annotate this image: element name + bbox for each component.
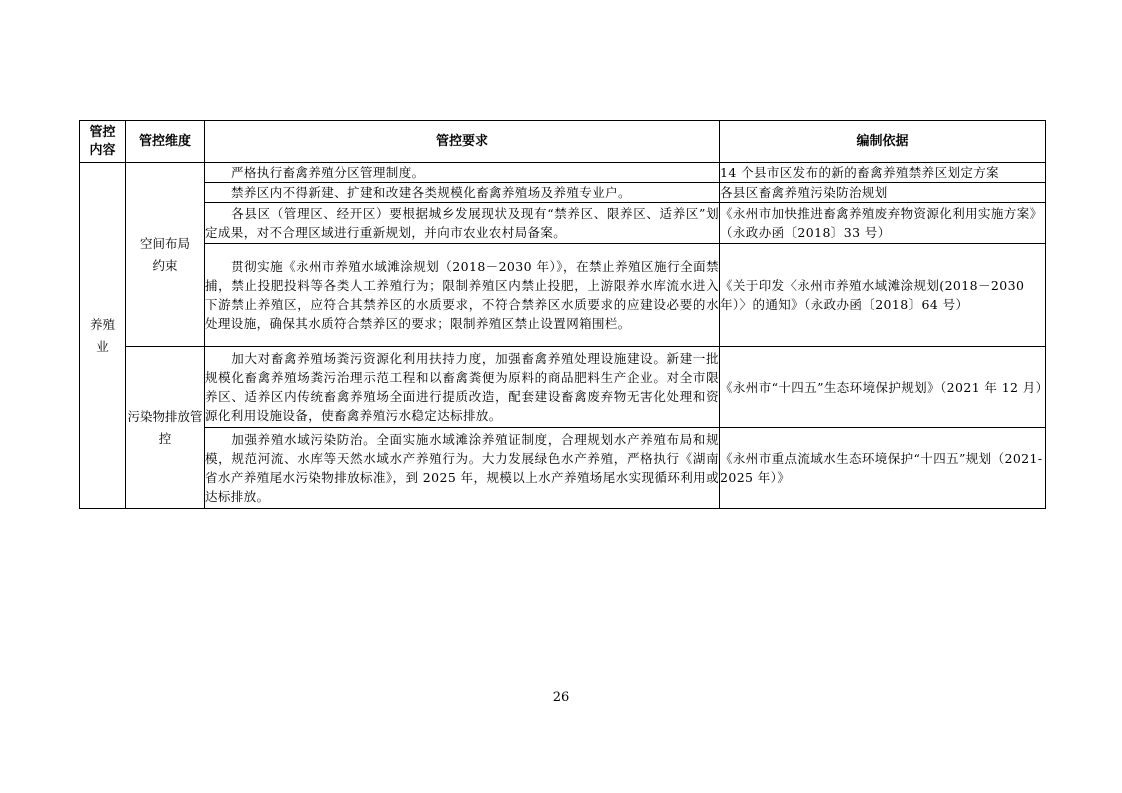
requirement-text: 严格执行畜禽养殖分区管理制度。 xyxy=(231,165,425,180)
category-line1: 养殖 xyxy=(89,316,115,332)
requirement-text: 各县区（管理区、经开区）要根据城乡发展现状及现有“禁养区、限养区、适养区”划定成果，对不合理区域进行重新规划，并向市农业农村局备案。 xyxy=(205,206,719,240)
table-row xyxy=(80,183,1046,203)
requirement-text: 加强养殖水域污染防治。全面实施水域滩涂养殖证制度，合理规划水产养殖布局和规模，规范河流、水库等天然水域水产养殖行为。大力发展绿色水产养殖，严格执行《湖南省水产养殖尾水污染物排放标准》，到 2025 年，规模以上水产养殖场尾水实现循环利用或达标排放。 xyxy=(205,432,719,504)
table-row xyxy=(80,244,1046,347)
basis-cell: 14 个县市区发布的新的畜禽养殖禁养区划定方案 xyxy=(720,163,1046,183)
dimension-cell-spatial xyxy=(126,163,205,347)
table-row xyxy=(80,203,1046,244)
table-row xyxy=(80,428,1046,509)
basis-cell: 各县区畜禽养殖污染防治规划 xyxy=(720,183,1046,203)
requirement-cell xyxy=(205,163,720,183)
regulation-table xyxy=(79,120,1049,509)
page-number: 26 xyxy=(552,690,570,705)
requirement-cell xyxy=(205,347,720,428)
header-content-line1: 管控 xyxy=(89,124,116,140)
header-content xyxy=(80,121,126,163)
requirement-text: 加大对畜禽养殖场粪污资源化利用扶持力度，加强畜禽养殖处理设施建设。新建一批规模化畜禽养殖场粪污治理示范工程和以畜禽粪便为原料的商品肥料生产企业。对全市限养区、适养区内传统畜禽养殖场全面进行提质改造，配套建设畜禽废弃物无害化处理和资源化利用设施设备，使畜禽养殖污水稳定达标排放。 xyxy=(205,351,719,423)
header-requirement: 管控要求 xyxy=(205,121,720,163)
requirement-text: 贯彻实施《永州市养殖水域滩涂规划（2018－2030 年）》，在禁止养殖区施行全面禁捕，禁止投肥投料等各类人工养殖行为；限制养殖区内禁止投肥，上游限养水库流水进入下游禁止养殖区，应符合其禁养区的水质要求，不符合禁养区水质要求的应建设必要的水处理设施，确保其水质符合禁养区的要求；限制养殖区禁止设置网箱围栏。 xyxy=(205,259,719,331)
requirement-text: 禁养区内不得新建、扩建和改建各类规模化畜禽养殖场及养殖专业户。 xyxy=(231,185,631,200)
category-line2: 业 xyxy=(96,338,109,354)
dimension-cell-pollution xyxy=(126,347,205,509)
requirement-cell xyxy=(205,203,720,244)
table-row xyxy=(80,163,1046,183)
requirement-cell xyxy=(205,183,720,203)
requirement-cell xyxy=(205,428,720,509)
dimension-line2: 约束 xyxy=(152,257,178,273)
table-row xyxy=(80,347,1046,428)
basis-cell: 《永州市加快推进畜禽养殖废弃物资源化利用实施方案》（永政办函〔2018〕33 号） xyxy=(720,203,1046,244)
dimension-line1: 空间布局 xyxy=(139,235,190,251)
basis-cell: 《永州市“十四五”生态环境保护规划》（2021 年 12 月） xyxy=(720,347,1046,428)
requirement-cell xyxy=(205,244,720,347)
category-cell xyxy=(80,163,126,509)
basis-cell: 《关于印发〈永州市养殖水域滩涂规划(2018－2030 年）〉的通知》（永政办函〔2018〕64 号） xyxy=(720,244,1046,347)
dimension-line2: 控 xyxy=(158,430,172,446)
header-basis: 编制依据 xyxy=(720,121,1046,163)
table-header-row xyxy=(80,121,1046,163)
header-dimension: 管控维度 xyxy=(126,121,205,163)
header-content-line2: 内容 xyxy=(89,142,116,158)
basis-cell: 《永州市重点流域水生态环境保护“十四五”规划（2021-2025 年）》 xyxy=(720,428,1046,509)
dimension-line1: 污染物排放管 xyxy=(127,408,203,424)
